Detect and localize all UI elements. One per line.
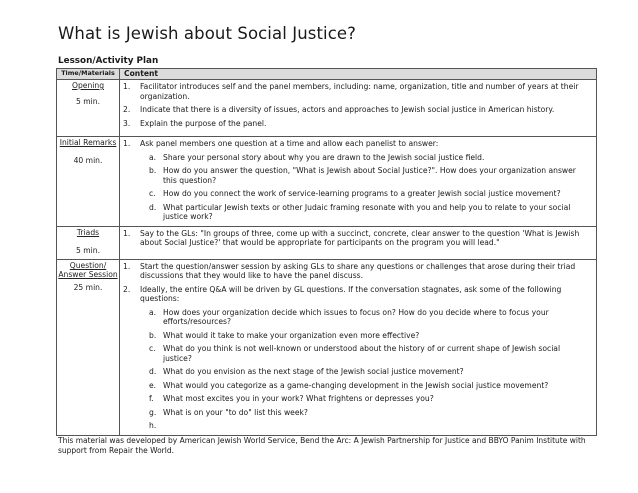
sub-list-item [120,344,596,363]
sub-list-item [120,408,596,418]
sub-text: How do you answer the question, "What is Jewish about Social Justice?". How does your organization answer this question? [163,166,576,185]
item-number: 2. [123,105,131,114]
sub-letter: c. [149,344,156,353]
sub-list-item [120,367,596,377]
sub-letter: d. [149,202,157,212]
time-cell [57,137,120,227]
item-text: Start the question/answer session by asking GLs to share any questions or challenges that arose during their triad discussions that they would like to have the panel discuss. [140,261,576,280]
item-text: Ideally, the entire Q&A will be driven by GL questions. If the conversation stagnates, ask some of the following questions: [140,284,562,303]
sub-list-item [120,308,596,327]
sub-text: What is on your "to do" list this week? [163,407,308,417]
sub-letter: a. [149,307,157,317]
table-row [57,80,597,137]
item-number: 3. [123,118,131,128]
sub-letter: d. [149,367,157,376]
sub-list-item [120,394,596,404]
table-header-row [57,69,597,80]
item-text: Explain the purpose of the panel. [140,118,267,128]
sub-text: What do you envision as the next stage of the Jewish social justice movement? [163,367,464,376]
sub-list-item [120,421,596,431]
sub-letter: e. [149,380,157,390]
sub-letter: h. [149,421,157,430]
lesson-plan-table [56,68,597,436]
duration: 40 min. [73,155,103,165]
sub-letter: a. [149,152,157,162]
footer-credit: This material was developed by American Jewish World Service, Bend the Arc: A Jewish Partnership for Justice and BBYO Panim Institute with support from Repair the World. [58,436,586,455]
time-label: Opening [71,81,105,90]
table-row [57,226,597,259]
sub-text: What would it take to make your organization even more effective? [163,330,420,340]
sub-letter: g. [149,407,157,417]
sub-text: What most excites you in your work? What frightens or depresses you? [163,394,434,403]
item-number: 1. [123,82,131,91]
sub-text: How do you connect the work of service-learning programs to a greater Jewish social justice movement? [163,189,561,198]
content-cell [120,80,597,137]
sub-list-item [120,203,596,222]
sub-list-item [120,189,596,199]
sub-text: What particular Jewish texts or other Judaic framing resonate with you and help you to relate to your social justice work? [163,202,571,221]
sub-letter: b. [149,330,157,340]
sub-text: How does your organization decide which issues to focus on? How do you decide where to focus your efforts/resources? [163,307,549,326]
list-item [120,82,596,101]
time-cell [57,259,120,435]
list-item [120,285,596,304]
content-cell [120,137,597,227]
item-text: Indicate that there is a diversity of issues, actors and approaches to Jewish social justice in American history. [140,105,555,114]
item-number: 1. [123,228,131,238]
list-item [120,139,596,149]
sub-letter: c. [149,189,156,198]
document-title: What is Jewish about Social Justice? [58,24,356,43]
duration: 5 min. [76,96,100,106]
list-item [120,105,596,115]
sub-letter: f. [149,394,154,403]
item-number: 1. [123,261,131,271]
table-row [57,137,597,227]
item-text: Facilitator introduces self and the panel members, including: name, organization, title and number of years at their organization. [140,82,579,101]
sub-letter: b. [149,166,157,175]
item-number: 1. [123,139,131,148]
sub-list-item [120,166,596,185]
list-item [120,119,596,129]
sub-list-item [120,153,596,163]
section-subtitle: Lesson/Activity Plan [58,56,159,66]
content-cell [120,259,597,435]
sub-list-item [120,381,596,391]
sub-text [163,421,596,431]
item-text: Ask panel members one question at a time and allow each panelist to answer: [140,139,439,148]
header-content: Content [120,69,597,80]
sub-text: Share your personal story about why you are drawn to the Jewish social justice field. [163,152,485,162]
time-label: Question/ Answer Session [58,260,118,279]
content-cell [120,226,597,259]
item-text: Say to the GLs: "In groups of three, come up with a succinct, concrete, clear answer to the question 'What is Jewish about Social Justice?' that would be appropriate for participants on the program you will lead." [140,228,580,247]
time-cell [57,80,120,137]
table-row [57,259,597,435]
duration: 5 min. [76,246,100,255]
duration: 25 min. [73,282,103,292]
sub-text: What do you think is not well-known or understood about the history of or current shape of Jewish social justice? [163,344,561,363]
time-label: Triads [76,227,100,237]
item-number: 2. [123,284,131,294]
list-item [120,262,596,281]
sub-text: What would you categorize as a game-changing development in the Jewish social justice movement? [163,380,549,390]
list-item [120,229,596,248]
sub-list-item [120,331,596,341]
time-cell [57,226,120,259]
header-time-materials: Time/Materials [57,69,120,80]
time-label: Initial Remarks [59,138,117,147]
